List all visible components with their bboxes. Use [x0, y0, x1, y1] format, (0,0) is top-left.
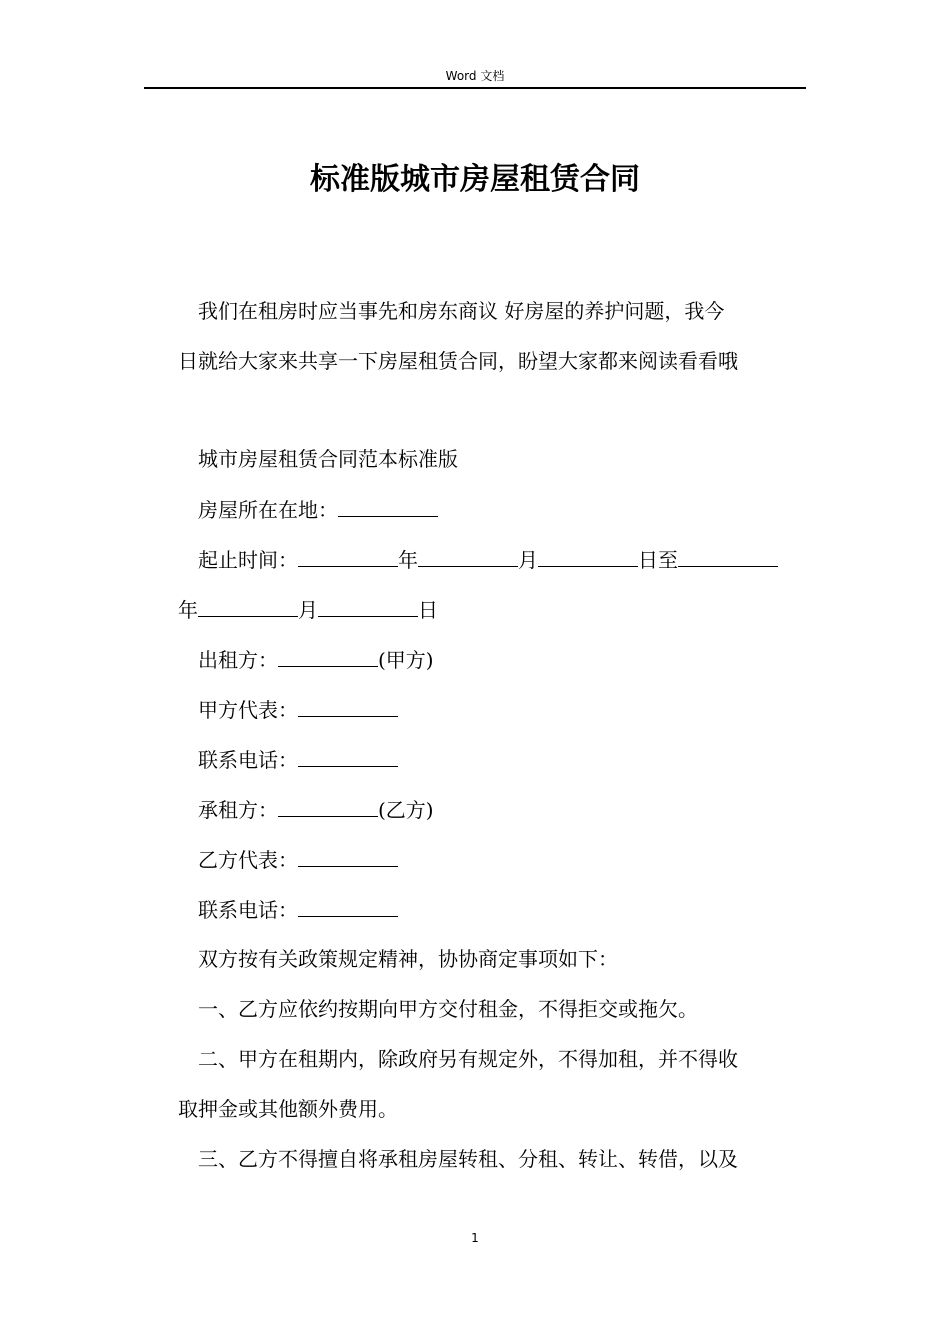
party-b-rep-label: 乙方代表：: [198, 848, 298, 872]
location-blank: [338, 494, 438, 517]
header-label: Word 文档: [445, 69, 505, 83]
year-text: 年: [398, 548, 418, 572]
section-title: 城市房屋租赁合同范本标准版: [198, 447, 458, 471]
location-label: 房屋所在在地：: [198, 498, 338, 522]
period-field-continued: [178, 594, 438, 625]
phone-field-2: [198, 894, 398, 925]
document-title: 标准版城市房屋租赁合同: [310, 162, 640, 197]
party-a-rep-blank: [298, 694, 398, 717]
header-divider: [144, 87, 806, 89]
lessee-label: 承租方：: [198, 798, 278, 822]
party-a-text: (甲方): [378, 648, 434, 672]
intro-line-2: 日就给大家来共享一下房屋租赁合同，盼望大家都来阅读看看哦: [178, 349, 738, 373]
location-field: [198, 494, 438, 525]
end-year-blank: [678, 544, 778, 567]
lessor-field: [198, 644, 434, 675]
phone-blank-2: [298, 894, 398, 917]
phone-label-1: 联系电话：: [198, 748, 298, 772]
party-b-rep-blank: [298, 844, 398, 867]
period-label: 起止时间：: [198, 548, 298, 572]
page-number: 1: [471, 1231, 479, 1245]
end-day-blank: [318, 594, 418, 617]
intro-line-1: 我们在租房时应当事先和房东商议 好房屋的养护问题，我今: [198, 299, 725, 323]
clause-3-line-1: 三、乙方不得擅自将承租房屋转租、分租、转让、转借，以及: [198, 1147, 738, 1171]
start-month-blank: [418, 544, 518, 567]
party-a-rep-label: 甲方代表：: [198, 698, 298, 722]
start-year-blank: [298, 544, 398, 567]
lessee-blank: [278, 794, 378, 817]
party-b-text: (乙方): [378, 798, 434, 822]
lessee-field: [198, 794, 434, 825]
phone-field-1: [198, 744, 398, 775]
day-text: 日: [418, 598, 438, 622]
end-month-blank: [198, 594, 298, 617]
clause-2-line-2: 取押金或其他额外费用。: [178, 1097, 398, 1121]
clause-2-line-1: 二、甲方在租期内，除政府另有规定外，不得加租，并不得收: [198, 1047, 738, 1071]
clause-1: 一、乙方应依约按期向甲方交付租金，不得拒交或拖欠。: [198, 997, 698, 1021]
party-b-rep-field: [198, 844, 398, 875]
month-text: 月: [298, 598, 318, 622]
lessor-label: 出租方：: [198, 648, 278, 672]
period-field: [198, 544, 778, 575]
phone-label-2: 联系电话：: [198, 898, 298, 922]
start-day-blank: [538, 544, 638, 567]
party-a-rep-field: [198, 694, 398, 725]
year-text: 年: [178, 598, 198, 622]
clause-intro: 双方按有关政策规定精神，协协商定事项如下：: [198, 947, 618, 971]
day-to-text: 日至: [638, 548, 678, 572]
phone-blank-1: [298, 744, 398, 767]
lessor-blank: [278, 644, 378, 667]
month-text: 月: [518, 548, 538, 572]
